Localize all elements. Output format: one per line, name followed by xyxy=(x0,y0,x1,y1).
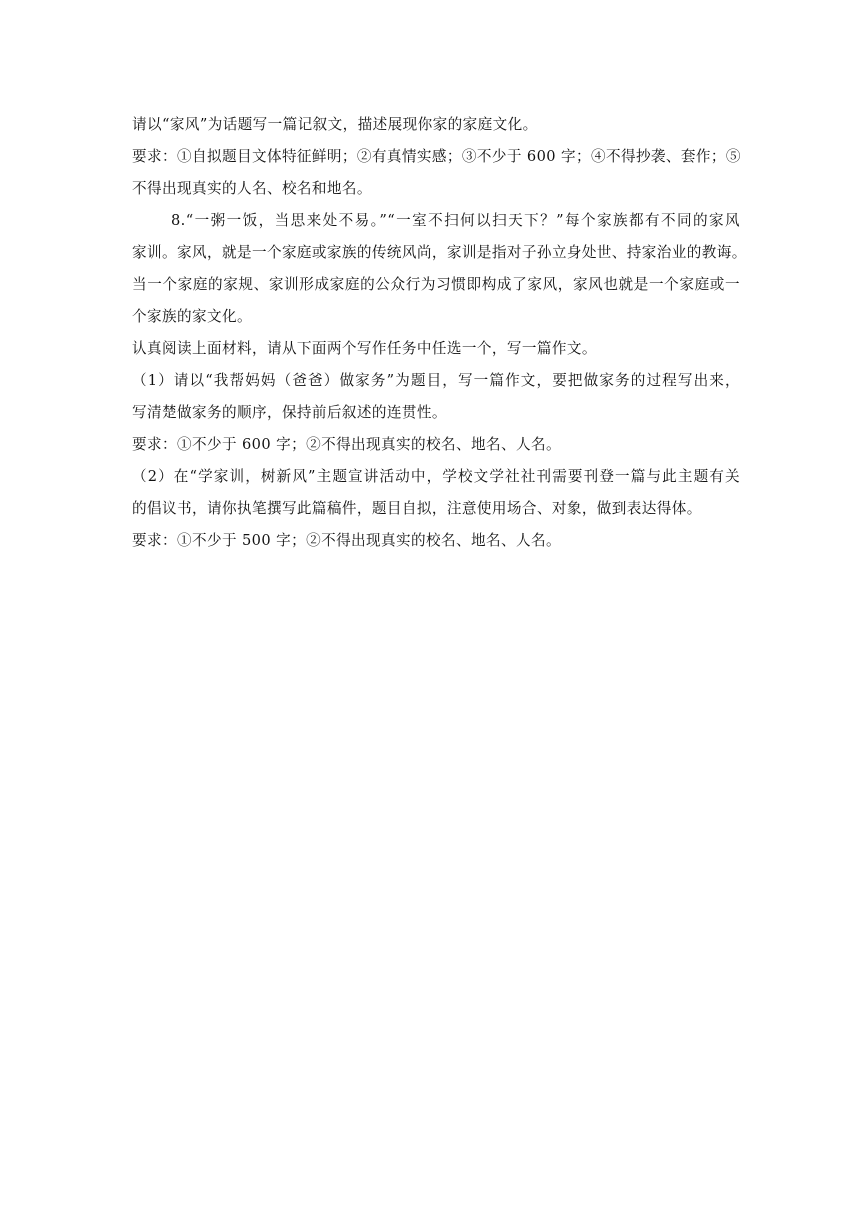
question-8-line-1: 8.“一粥一饭，当思来处不易。”“一室不扫何以扫天下？”每个家族都有不同的家风 xyxy=(171,212,740,229)
document-page xyxy=(132,109,747,557)
task-2-requirements: 要求：①不少于 500 字；②不得出现真实的校名、地名、人名。 xyxy=(132,532,561,549)
question-8-line-3: 当一个家庭的家规、家训形成家庭的公众行为习惯即构成了家风，家风也就是一个家庭或一 xyxy=(132,276,740,293)
prompt-line-topic: 请以“家风”为话题写一篇记叙文，描述展现你家的家庭文化。 xyxy=(132,116,538,133)
task-1-line-2: 写清楚做家务的顺序，保持前后叙述的连贯性。 xyxy=(132,404,447,421)
instruction-line: 认真阅读上面材料，请从下面两个写作任务中任选一个，写一篇作文。 xyxy=(132,340,597,357)
task-1-requirements: 要求：①不少于 600 字；②不得出现真实的校名、地名、人名。 xyxy=(132,436,561,453)
requirements-line-2: 不得出现真实的人名、校名和地名。 xyxy=(132,180,372,197)
task-2-line-1: （2）在“学家训，树新风”主题宣讲活动中，学校文学社社刊需要刊登一篇与此主题有关 xyxy=(132,468,740,485)
question-8-line-4: 个家族的家文化。 xyxy=(132,308,252,325)
requirements-line-1: 要求：①自拟题目文体特征鲜明；②有真情实感；③不少于 600 字；④不得抄袭、套作；⑤ xyxy=(132,148,741,165)
question-8-line-2: 家训。家风，就是一个家庭或家族的传统风尚，家训是指对子孙立身处世、持家治业的教诲。 xyxy=(132,244,747,261)
task-2-line-2: 的倡议书，请你执笔撰写此篇稿件，题目自拟，注意使用场合、对象，做到表达得体。 xyxy=(132,500,702,517)
task-1-line-1: （1）请以“我帮妈妈（爸爸）做家务”为题目，写一篇作文，要把做家务的过程写出来， xyxy=(132,372,740,389)
